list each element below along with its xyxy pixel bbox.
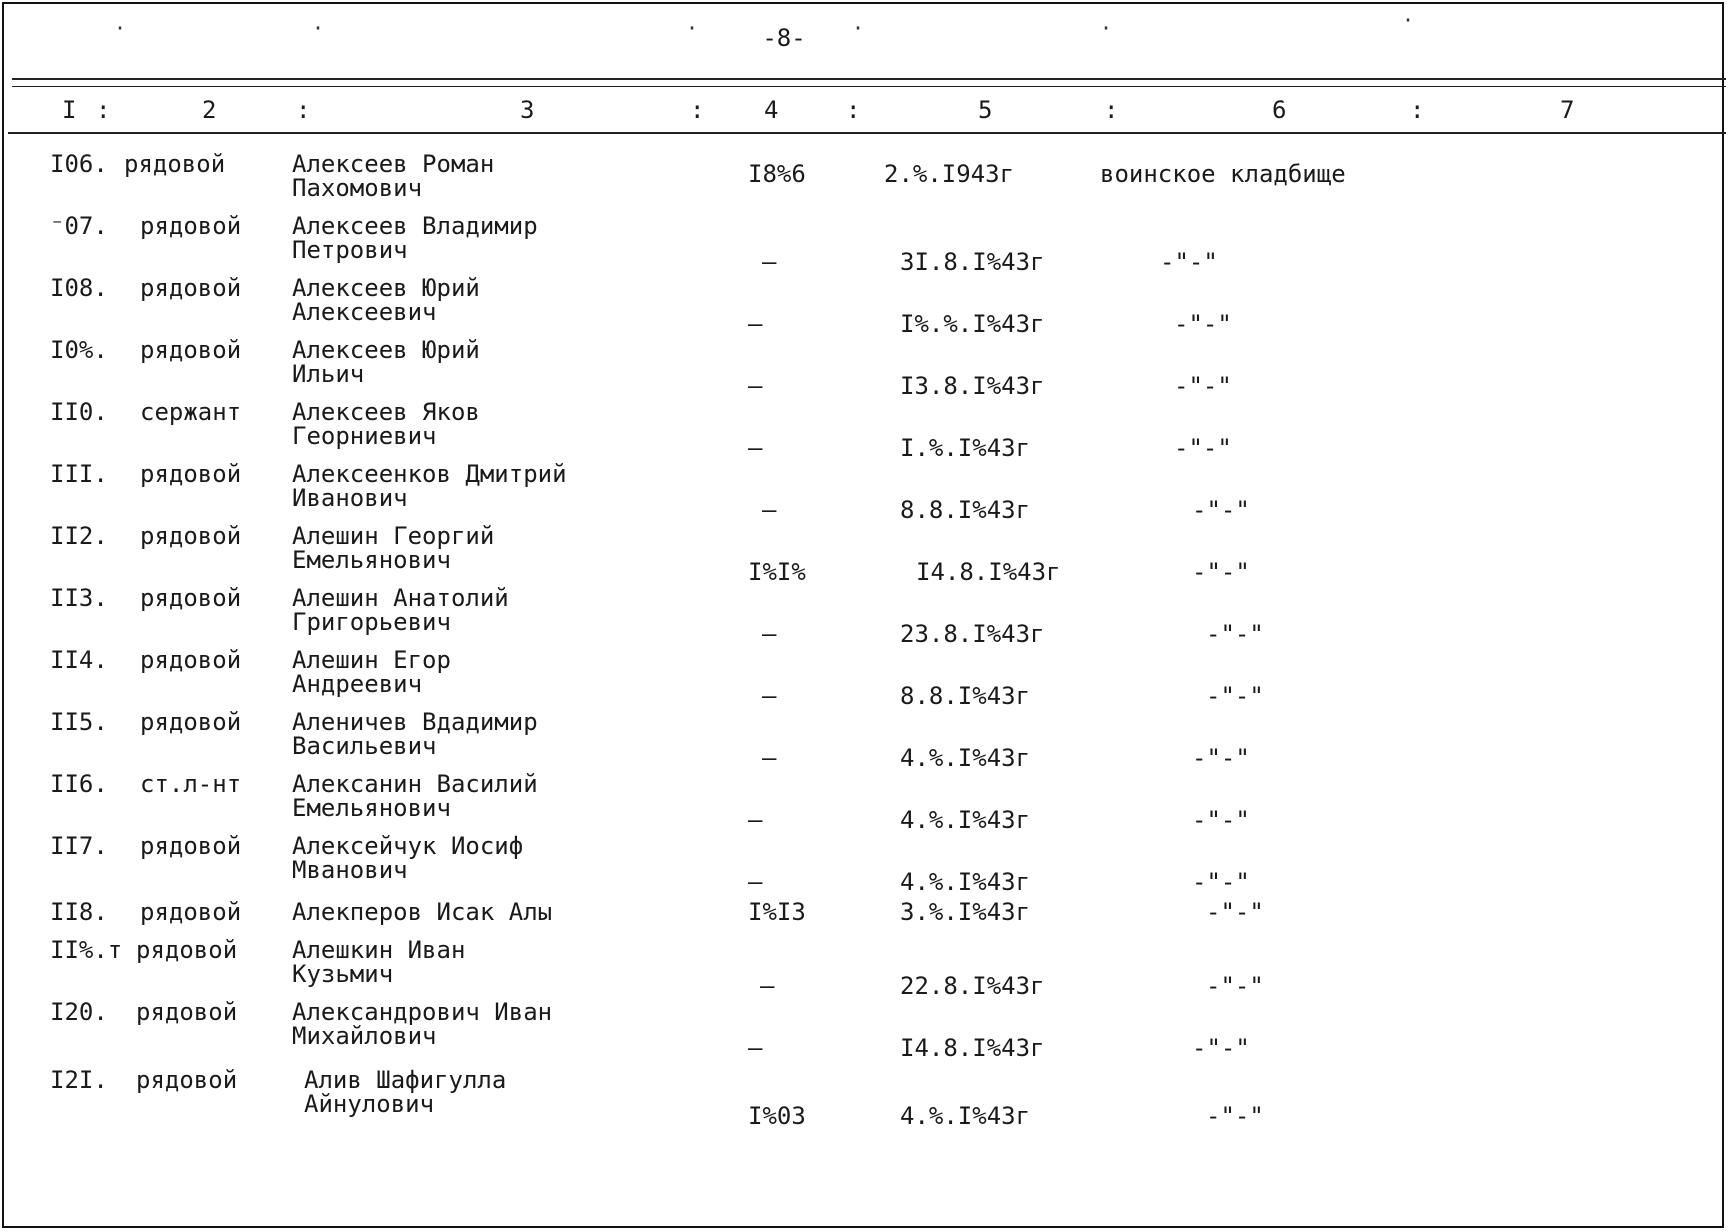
record-patronymic: Ильич <box>292 360 365 388</box>
record-patronymic: Алексеевич <box>292 298 437 326</box>
record-name: Аленичев Вдадимир <box>292 708 538 736</box>
record-number: II0. <box>50 398 108 426</box>
record-burial-place: -"-" <box>1206 898 1264 926</box>
record-number: I06. <box>50 150 108 178</box>
record-rank: рядовой <box>140 212 242 240</box>
column-separator: : <box>846 96 861 124</box>
record-patronymic: Айнулович <box>304 1090 435 1118</box>
record-date: 4.%.I%43г <box>900 868 1031 896</box>
record-number: ⁻07. <box>50 212 108 240</box>
record-burial-place: -"-" <box>1192 868 1250 896</box>
record-date: 23.8.I%43г <box>900 620 1045 648</box>
column-header-5: 5 <box>978 96 993 124</box>
record-rank: ст.л-нт <box>140 770 242 798</box>
record-number: II3. <box>50 584 108 612</box>
top-rule-thin <box>12 86 1726 87</box>
record-burial-place: воинское кладбище <box>1100 160 1346 188</box>
record-name: Алив Шафигулла <box>304 1066 507 1094</box>
record-date: 4.%.I%43г <box>900 744 1031 772</box>
stray-mark: · <box>686 16 699 40</box>
column-header-6: 6 <box>1272 96 1287 124</box>
column-header-3: 3 <box>520 96 535 124</box>
record-name: Алексанин Василий <box>292 770 538 798</box>
record-date: 3I.8.I%43г <box>900 248 1045 276</box>
record-rank: рядовой <box>140 336 242 364</box>
record-patronymic: Иванович <box>292 484 408 512</box>
record-patronymic: Михайлович <box>292 1022 437 1050</box>
record-burial-place: -"-" <box>1206 1102 1264 1130</box>
record-rank: рядовой <box>140 646 242 674</box>
record-number: I08. <box>50 274 108 302</box>
record-burial-place: -"-" <box>1160 248 1218 276</box>
record-patronymic: Пахомович <box>292 174 423 202</box>
record-birth-year: – <box>748 806 763 834</box>
record-burial-place: -"-" <box>1174 310 1232 338</box>
top-rule <box>12 78 1726 80</box>
record-rank: рядовой <box>140 708 242 736</box>
record-date: I%.%.I%43г <box>900 310 1045 338</box>
record-rank: рядовой <box>140 460 242 488</box>
record-number: III. <box>50 460 108 488</box>
column-header-1: I <box>62 96 77 124</box>
record-name: Алешин Анатолий <box>292 584 509 612</box>
header-bottom-rule <box>8 132 1726 134</box>
record-birth-year: – <box>748 868 763 896</box>
stray-mark: · <box>1100 16 1113 40</box>
record-rank: рядовой <box>140 584 242 612</box>
record-patronymic: Петрович <box>292 236 408 264</box>
record-rank: сержант <box>140 398 242 426</box>
record-date: I3.8.I%43г <box>900 372 1045 400</box>
record-date: 3.%.I%43г <box>900 898 1031 926</box>
record-patronymic: Емельянович <box>292 794 451 822</box>
record-name: Алешин Георгий <box>292 522 495 550</box>
stray-mark: · <box>312 16 325 40</box>
record-name: Алексеев Яков <box>292 398 480 426</box>
record-burial-place: -"-" <box>1206 972 1264 1000</box>
record-burial-place: -"-" <box>1174 434 1232 462</box>
record-number: I0%. <box>50 336 108 364</box>
record-number: II5. <box>50 708 108 736</box>
record-burial-place: -"-" <box>1192 1034 1250 1062</box>
record-date: 4.%.I%43г <box>900 1102 1031 1130</box>
record-number: II8. <box>50 898 108 926</box>
record-date: 22.8.I%43г <box>900 972 1045 1000</box>
record-birth-year: – <box>760 972 775 1000</box>
document-frame <box>2 2 1724 1228</box>
record-rank: рядовой <box>124 150 226 178</box>
record-patronymic: Кузьмич <box>292 960 394 988</box>
record-date: I4.8.I%43г <box>916 558 1061 586</box>
record-number: I2I. <box>50 1066 108 1094</box>
record-patronymic: Мванович <box>292 856 408 884</box>
record-birth-year: I%I3 <box>748 898 806 926</box>
record-birth-year: – <box>748 434 763 462</box>
record-rank: рядовой <box>140 274 242 302</box>
record-name: Алешин Егор <box>292 646 451 674</box>
record-date: 8.8.I%43г <box>900 682 1031 710</box>
stray-mark: · <box>114 16 127 40</box>
record-date: I.%.I%43г <box>900 434 1031 462</box>
record-name: Алексеев Роман <box>292 150 495 178</box>
record-burial-place: -"-" <box>1206 682 1264 710</box>
record-birth-year: I%03 <box>748 1102 806 1130</box>
column-header-4: 4 <box>764 96 779 124</box>
record-burial-place: -"-" <box>1206 620 1264 648</box>
record-burial-place: -"-" <box>1192 558 1250 586</box>
record-birth-year: I8%6 <box>748 160 806 188</box>
record-birth-year: – <box>762 744 777 772</box>
page-number: -8- <box>762 24 806 52</box>
record-number: II2. <box>50 522 108 550</box>
record-name: Алешкин Иван <box>292 936 466 964</box>
record-rank: рядовой <box>136 998 238 1026</box>
record-birth-year: I%I% <box>748 558 806 586</box>
record-birth-year: – <box>762 248 777 276</box>
record-date: I4.8.I%43г <box>900 1034 1045 1062</box>
record-date: 8.8.I%43г <box>900 496 1031 524</box>
record-name: Алексеев Юрий <box>292 274 480 302</box>
record-date: 2.%.I943г <box>884 160 1015 188</box>
column-separator: : <box>690 96 705 124</box>
record-name: Алексейчук Иосиф <box>292 832 524 860</box>
record-number: II7. <box>50 832 108 860</box>
record-rank: рядовой <box>136 1066 238 1094</box>
record-burial-place: -"-" <box>1192 496 1250 524</box>
record-number: II%.т <box>50 936 123 964</box>
record-birth-year: – <box>748 310 763 338</box>
column-header-row <box>0 96 1728 130</box>
record-burial-place: -"-" <box>1174 372 1232 400</box>
column-separator: : <box>1104 96 1119 124</box>
record-birth-year: – <box>762 682 777 710</box>
record-patronymic: Георниевич <box>292 422 437 450</box>
record-rank: рядовой <box>140 898 242 926</box>
record-name: Александрович Иван <box>292 998 553 1026</box>
stray-mark: · <box>1402 8 1415 32</box>
record-birth-year: – <box>748 372 763 400</box>
record-date: 4.%.I%43г <box>900 806 1031 834</box>
record-rank: рядовой <box>136 936 238 964</box>
record-name: Алексеенков Дмитрий <box>292 460 567 488</box>
record-name: Алексеев Владимир <box>292 212 538 240</box>
record-number: I20. <box>50 998 108 1026</box>
record-patronymic: Андреевич <box>292 670 423 698</box>
record-burial-place: -"-" <box>1192 806 1250 834</box>
stray-mark: · <box>852 16 865 40</box>
column-separator: : <box>96 96 111 124</box>
record-burial-place: -"-" <box>1192 744 1250 772</box>
record-rank: рядовой <box>140 832 242 860</box>
record-name: Алекперов Исак Алы <box>292 898 553 926</box>
column-header-7: 7 <box>1560 96 1575 124</box>
record-birth-year: – <box>748 1034 763 1062</box>
record-patronymic: Григорьевич <box>292 608 451 636</box>
column-separator: : <box>296 96 311 124</box>
record-birth-year: – <box>762 496 777 524</box>
record-patronymic: Емельянович <box>292 546 451 574</box>
record-rank: рядовой <box>140 522 242 550</box>
record-name: Алексеев Юрий <box>292 336 480 364</box>
record-number: II4. <box>50 646 108 674</box>
record-patronymic: Васильевич <box>292 732 437 760</box>
column-header-2: 2 <box>202 96 217 124</box>
record-number: II6. <box>50 770 108 798</box>
column-separator: : <box>1410 96 1425 124</box>
record-birth-year: – <box>762 620 777 648</box>
